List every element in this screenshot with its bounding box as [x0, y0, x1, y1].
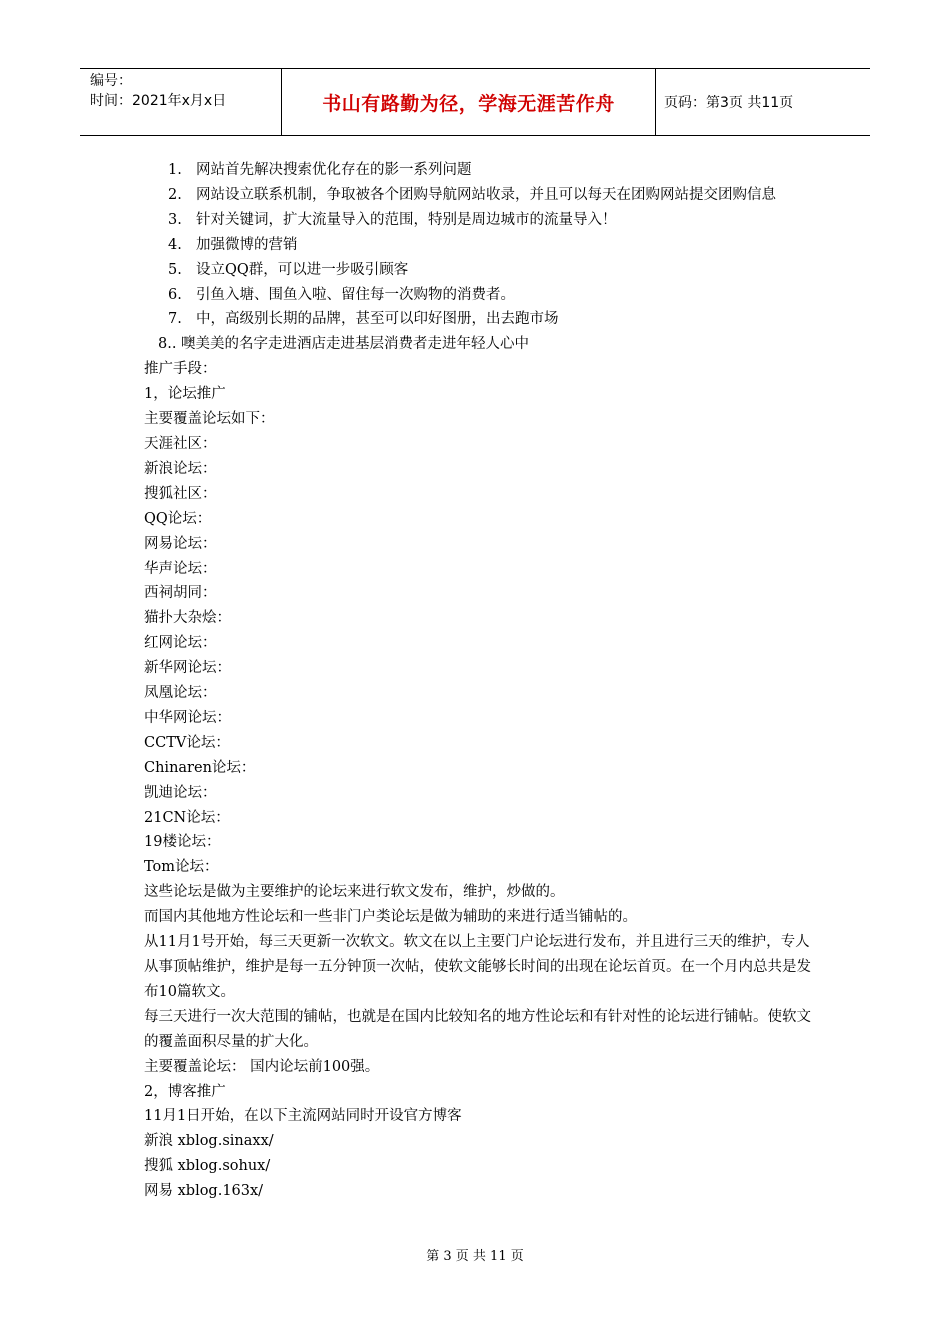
text-line: 西祠胡同：: [144, 585, 217, 602]
text-line: 从11月1号开始，每三天更新一次软文。软文在以上主要门户论坛进行发布，并且进行三天的维护，专人从事顶帖维护，维护是每一五分钟顶一次帖，使软文能够长时间的出现在论坛首页。在一个月内总共是发布10篇软文。: [144, 934, 811, 1000]
text-line: 主要覆盖论坛： 国内论坛前100强。: [144, 1058, 380, 1075]
list-item: [144, 307, 814, 332]
list-text: 引鱼入塘、围鱼入啦、留住每一次购物的消费者。: [196, 286, 515, 303]
document-body: [144, 158, 814, 1204]
page-header: [80, 68, 870, 136]
list-text: 网站设立联系机制，争取被各个团购导航网站收录，并且可以每天在团购网站提交团购信息: [196, 186, 776, 203]
text-line: 搜狐社区：: [144, 485, 217, 502]
text-line: CCTV论坛：: [144, 734, 230, 751]
list-number: 5.: [168, 261, 182, 278]
text-line: 而国内其他地方性论坛和一些非门户类论坛是做为辅助的来进行适当铺帖的。: [144, 909, 637, 926]
text-line: 11月1日开始，在以下主流网站同时开设官方博客: [144, 1108, 462, 1125]
text-line: 华声论坛：: [144, 560, 217, 577]
number-label: 编号：: [90, 73, 132, 89]
list-number: 7.: [168, 311, 182, 328]
list-text: 针对关键词，扩大流量导入的范围，特别是周边城市的流量导入！: [196, 211, 617, 228]
text-line: 这些论坛是做为主要维护的论坛来进行软文发布，维护，炒做的。: [144, 884, 565, 901]
text-line: 凤凰论坛：: [144, 685, 217, 702]
text-line: 新浪 xblog.sinaxx/: [144, 1133, 274, 1150]
list-number: 4.: [168, 236, 182, 253]
text-line: Tom论坛：: [144, 859, 219, 876]
page-footer: 第 3 页 共 11 页: [426, 1249, 524, 1264]
text-line: Chinaren论坛：: [144, 759, 256, 776]
text-line: 主要覆盖论坛如下：: [144, 411, 275, 428]
text-line: 推广手段：: [144, 361, 217, 378]
text-line: 红网论坛：: [144, 635, 217, 652]
header-motto-cell: [282, 69, 656, 135]
list-number: 2.: [168, 186, 182, 203]
body-lines: [144, 357, 814, 1204]
text-line: 猫扑大杂烩：: [144, 610, 231, 627]
list-item: [144, 208, 814, 233]
list-number: 1.: [168, 162, 182, 178]
text-line: 网易 xblog.163x/: [144, 1183, 264, 1200]
text-line: 新浪论坛：: [144, 460, 217, 477]
list-text: 网站首先解决搜索优化存在的影一系列问题: [196, 162, 472, 178]
time-label: 时间：2021年x月x日: [90, 93, 227, 109]
list-item: [144, 233, 814, 258]
page-label: 页码：第3页 共11页: [664, 95, 794, 111]
list-item: [144, 158, 814, 183]
text-line: 网易论坛：: [144, 535, 217, 552]
text-line: 天涯社区：: [144, 435, 217, 452]
header-page-cell: [656, 69, 870, 135]
text-line: 搜狐 xblog.sohux/: [144, 1158, 271, 1175]
header-meta: [80, 69, 282, 135]
list-item: [144, 258, 814, 283]
text-line: QQ论坛：: [144, 510, 212, 527]
list-text: 设立QQ群，可以进一步吸引顾客: [196, 261, 409, 278]
text-line: 21CN论坛：: [144, 809, 230, 826]
list-text: 中，高级别长期的品牌，甚至可以印好图册，出去跑市场: [196, 311, 559, 328]
text-line: 中华网论坛：: [144, 709, 231, 726]
numbered-list: [144, 158, 814, 332]
list-item: [144, 283, 814, 308]
motto: 书山有路勤为径，学海无涯苦作舟: [322, 92, 615, 115]
list-item-8: 8.. 噢美美的名字走进酒店走进基层消费者走进年轻人心中: [158, 336, 530, 353]
list-number: 3.: [168, 211, 182, 228]
text-line: 每三天进行一次大范围的铺帖，也就是在国内比较知名的地方性论坛和有针对性的论坛进行铺帖。使软文的覆盖面积尽量的扩大化。: [144, 1008, 811, 1050]
text-line: 19楼论坛：: [144, 834, 221, 851]
text-line: 新华网论坛：: [144, 660, 231, 677]
list-number: 6.: [168, 286, 182, 303]
list-text: 加强微博的营销: [196, 236, 298, 253]
list-item: [144, 183, 814, 208]
text-line: 1，论坛推广: [144, 386, 226, 403]
text-line: 凯迪论坛：: [144, 784, 217, 801]
text-line: 2，博客推广: [144, 1083, 226, 1100]
